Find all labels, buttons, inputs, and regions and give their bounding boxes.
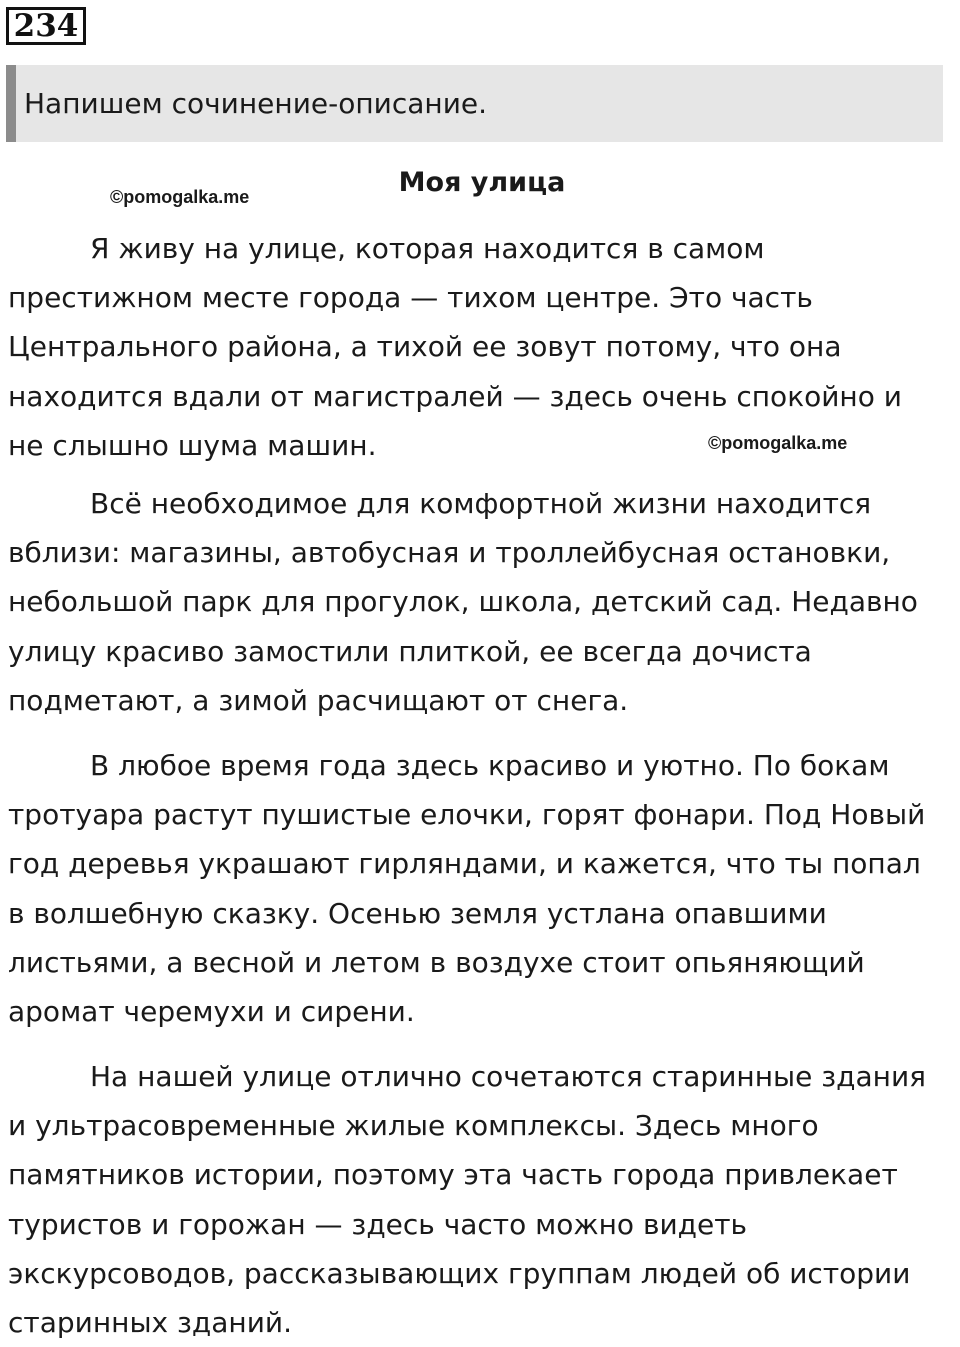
assignment-banner: [6, 65, 943, 142]
paragraph-line: листьями, а весной и летом в воздухе стоит опьяняющий: [8, 945, 865, 979]
paragraph-line: В любое время года здесь красиво и уютно. По бокам: [90, 749, 890, 782]
paragraph-line: экскурсоводов, рассказывающих группам людей об истории: [8, 1256, 911, 1290]
essay-paragraph-2: [8, 479, 953, 725]
essay-paragraph-1: [8, 224, 953, 470]
essay-title: Моя улица: [398, 167, 566, 198]
paragraph-line: аромат черемухи и сирени.: [8, 995, 415, 1029]
paragraph-line: улицу красиво замостили плиткой, ее всегда дочиста: [8, 634, 812, 668]
paragraph-line: престижном месте города — тихом центре. Это часть: [8, 281, 813, 315]
watermark: ©pomogalka.me: [110, 187, 250, 207]
paragraph-line: вблизи: магазины, автобусная и троллейбусная остановки,: [8, 536, 891, 570]
paragraph-line: тротуара растут пушистые елочки, горят фонари. Под Новый: [8, 798, 926, 832]
paragraph-line: Всё необходимое для комфортной жизни находится: [90, 487, 872, 520]
paragraph-line: памятников истории, поэтому эта часть города привлекает: [8, 1158, 898, 1192]
paragraph-line: и ультрасовременные жилые комплексы. Здесь много: [8, 1109, 819, 1143]
paragraph-line: старинных зданий.: [8, 1306, 293, 1340]
paragraph-line: в волшебную сказку. Осенью земля устлана опавшими: [8, 896, 827, 930]
paragraph-line: Центрального района, а тихой ее зовут потому, что она: [8, 330, 842, 364]
watermark: ©pomogalka.me: [708, 433, 848, 453]
paragraph-line: не слышно шума машин.: [8, 428, 377, 462]
paragraph-line: Я живу на улице, которая находится в самом: [90, 232, 765, 265]
paragraph-line: туристов и горожан — здесь часто можно видеть: [8, 1207, 748, 1241]
paragraph-line: подметают, а зимой расчищают от снега.: [8, 683, 629, 717]
essay-paragraph-3: [8, 741, 953, 1036]
essay-paragraph-4: [8, 1052, 953, 1347]
paragraph-line: год деревья украшают гирляндами, и кажется, что ты попал: [8, 847, 921, 881]
paragraph-line: небольшой парк для прогулок, школа, детский сад. Недавно: [8, 585, 918, 619]
paragraph-line: На нашей улице отлично сочетаются старинные здания: [90, 1060, 927, 1093]
task-number-box: 234: [6, 7, 86, 45]
assignment-text: Напишем сочинение-описание.: [24, 87, 488, 120]
paragraph-line: находится вдали от магистралей — здесь очень спокойно и: [8, 379, 902, 413]
